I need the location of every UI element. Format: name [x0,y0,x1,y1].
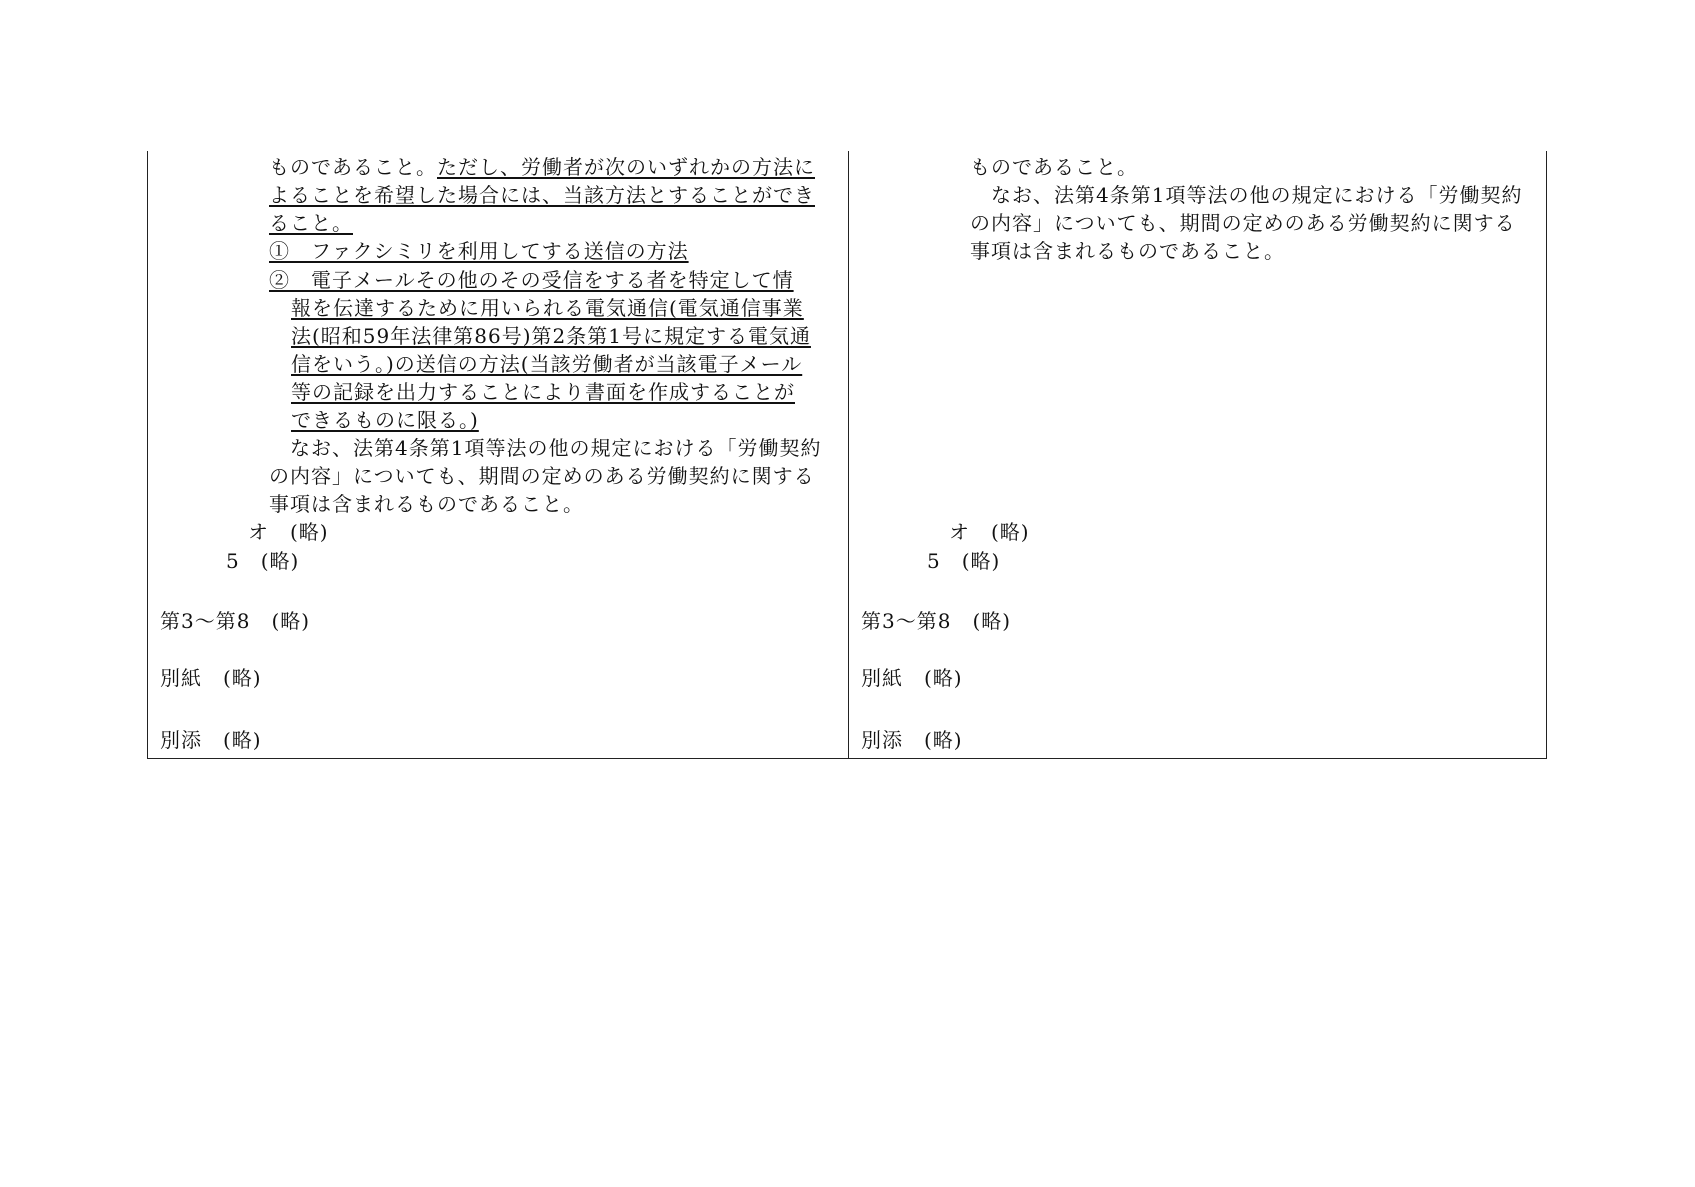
left-bettenn: 別添 (略) [160,728,262,752]
left-line-9: 等の記録を出力することにより書面を作成することが [291,380,795,404]
left-line-8: 信をいう。)の送信の方法(当該労働者が当該電子メール [291,352,803,376]
right-beshi: 別紙 (略) [861,666,963,690]
right-line-3: の内容」についても、期間の定めのある労働契約に関する [970,211,1516,235]
left-line-12: の内容」についても、期間の定めのある労働契約に関する [269,464,815,488]
right-line-4: 事項は含まれるものであること。 [970,239,1285,263]
right-item-5: 5 (略) [927,549,1001,573]
comparison-table [147,151,1547,759]
left-line-6: 報を伝達するために用いられる電気通信(電気通信事業 [291,296,804,320]
left-line-10: できるものに限る。) [291,408,479,432]
left-line-13: 事項は含まれるものであること。 [269,492,584,516]
left-line-2: よることを希望した場合には、当該方法とすることができ [269,183,815,207]
right-column [849,151,1548,758]
right-line-1: ものであること。 [970,155,1138,179]
right-line-2: なお、法第4条第1項等法の他の規定における「労働契約 [970,183,1523,207]
left-line-7: 法(昭和59年法律第86号)第2条第1号に規定する電気通 [291,324,811,348]
left-line-1-underlined: ただし、労働者が次のいずれかの方法に [437,155,815,179]
left-beshi: 別紙 (略) [160,666,262,690]
left-item-o: オ (略) [248,520,329,544]
left-line-1 [269,153,815,181]
left-line-4: ① ファクシミリを利用してする送信の方法 [269,239,689,263]
left-item-5: 5 (略) [226,549,300,573]
left-section-3-8: 第3〜第8 (略) [160,609,311,633]
left-line-11: なお、法第4条第1項等法の他の規定における「労働契約 [269,436,822,460]
left-column [148,151,848,758]
left-line-3: ること。 [269,211,353,235]
right-item-o: オ (略) [949,520,1030,544]
left-line-5: ② 電子メールその他のその受信をする者を特定して情 [269,268,794,292]
right-section-3-8: 第3〜第8 (略) [861,609,1012,633]
left-line-1-plain: ものであること。 [269,155,437,179]
right-bettenn: 別添 (略) [861,728,963,752]
